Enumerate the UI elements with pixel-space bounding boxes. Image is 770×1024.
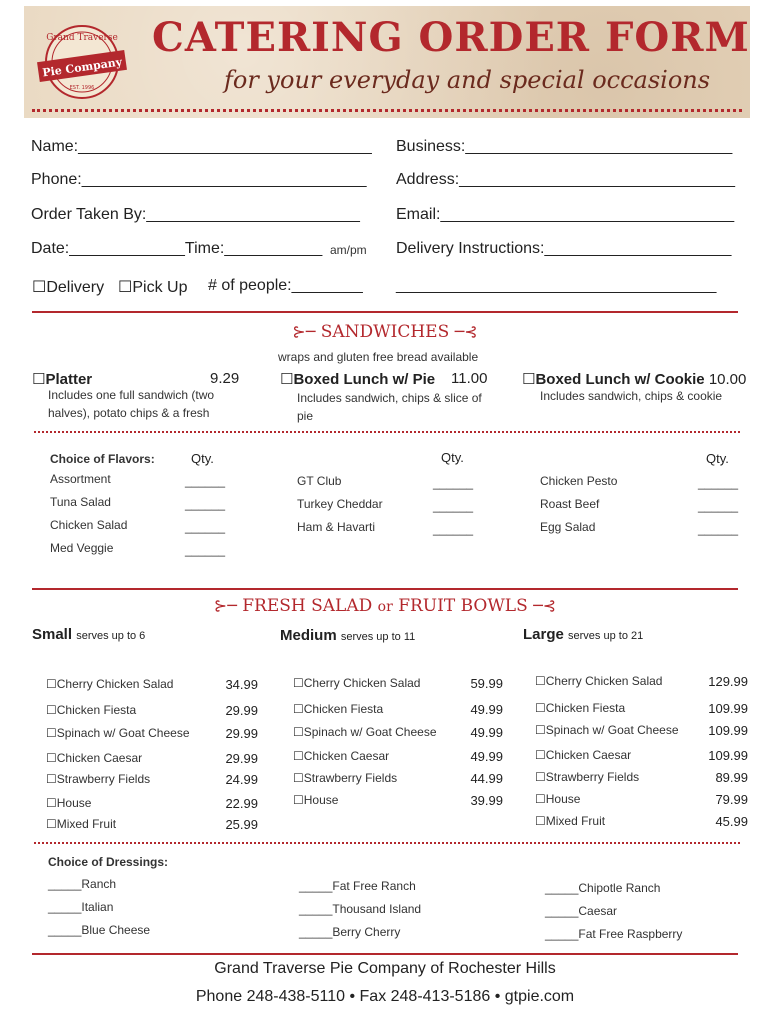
small-salad-price: 29.99: [225, 726, 258, 741]
dressing-item[interactable]: _____Ranch: [48, 877, 117, 891]
dotted-divider: [34, 842, 740, 844]
form-title: CATERING ORDER FORM: [152, 14, 750, 61]
flavor-item: Chicken Pesto: [540, 474, 618, 488]
medium-salad-price: 59.99: [470, 676, 503, 691]
logo-top-text: Grand Traverse: [46, 33, 118, 43]
section-divider: [32, 953, 738, 955]
email-field[interactable]: Email:_________________________________: [396, 206, 735, 223]
header-banner: [24, 6, 750, 118]
medium-salad-item[interactable]: ☐Strawberry Fields: [293, 771, 398, 785]
boxed-cookie-price: 10.00: [708, 371, 747, 388]
flourish-left-icon: ⊱─: [292, 322, 316, 341]
boxed-cookie-desc: Includes sandwich, chips & cookie: [540, 389, 723, 403]
flavors-label: Choice of Flavors:: [50, 452, 155, 466]
medium-salad-item[interactable]: ☐Cherry Chicken Salad: [293, 676, 421, 690]
salads-title-or: or: [377, 599, 393, 615]
phone-field[interactable]: Phone:________________________________: [31, 171, 367, 188]
boxed-pie-desc-1: Includes sandwich, chips & slice of: [297, 391, 482, 405]
medium-salad-item[interactable]: ☐Spinach w/ Goat Cheese: [293, 725, 437, 739]
small-salad-item[interactable]: ☐Chicken Caesar: [46, 751, 143, 765]
pie-company-logo: [32, 18, 132, 106]
dotted-divider: [34, 431, 740, 433]
large-salad-item[interactable]: ☐Strawberry Fields: [535, 770, 640, 784]
qty-blank[interactable]: ______: [185, 520, 226, 534]
medium-label: Medium: [280, 627, 337, 644]
dressing-item[interactable]: _____Fat Free Raspberry: [545, 927, 683, 941]
small-salad-item[interactable]: ☐Spinach w/ Goat Cheese: [46, 726, 190, 740]
large-salad-price: 89.99: [715, 770, 748, 785]
dressing-item[interactable]: _____Chipotle Ranch: [545, 881, 661, 895]
flavor-item: GT Club: [297, 474, 342, 488]
dressings-label: Choice of Dressings:: [48, 855, 169, 869]
section-divider: [32, 588, 738, 590]
flavor-item: Med Veggie: [50, 541, 114, 555]
flavor-item: Tuna Salad: [50, 495, 111, 509]
dressing-item[interactable]: _____Berry Cherry: [299, 925, 401, 939]
large-salad-item[interactable]: ☐Chicken Fiesta: [535, 701, 626, 715]
dressing-item[interactable]: _____Blue Cheese: [48, 923, 151, 937]
form-subtitle: for your everyday and special occasions: [224, 66, 711, 94]
medium-size-header: [280, 627, 415, 644]
large-salad-item[interactable]: ☐House: [535, 792, 581, 806]
platter-desc-2: halves), potato chips & a fresh: [48, 406, 210, 420]
dressing-item[interactable]: _____Caesar: [545, 904, 618, 918]
qty-header-1: Qty.: [191, 451, 214, 466]
large-salad-item[interactable]: ☐Chicken Caesar: [535, 748, 632, 762]
footer-contact: Phone 248-438-5110 • Fax 248-413-5186 • gtpie.com: [195, 988, 575, 1005]
delivery-instructions-line[interactable]: ____________________________________: [396, 277, 717, 294]
flavor-item: Roast Beef: [540, 497, 600, 511]
sandwiches-title: SANDWICHES: [320, 322, 450, 342]
platter-price: 9.29: [210, 370, 240, 387]
footer-company: Grand Traverse Pie Company of Rochester Hills: [214, 960, 556, 977]
boxed-pie-price: 11.00: [451, 370, 488, 387]
ampm-label: am/pm: [330, 243, 367, 257]
boxed-cookie-option[interactable]: [522, 370, 746, 388]
business-field[interactable]: Business:______________________________: [396, 138, 733, 155]
salads-header: [0, 596, 770, 616]
small-salad-item[interactable]: ☐House: [46, 796, 92, 810]
small-salad-price: 25.99: [225, 817, 258, 832]
fruit-bowls-title: FRUIT BOWLS: [398, 596, 528, 616]
medium-salad-price: 44.99: [470, 771, 503, 786]
qty-header-3: Qty.: [706, 451, 729, 466]
medium-salad-item[interactable]: ☐Chicken Caesar: [293, 749, 390, 763]
order-taken-field[interactable]: Order Taken By:________________________: [31, 206, 360, 223]
logo-main-text: Pie Company: [41, 55, 123, 80]
flourish-right-icon: ─⊰: [533, 596, 557, 615]
sandwiches-header: [0, 322, 770, 342]
name-field[interactable]: Name:_________________________________: [31, 138, 372, 155]
small-serves: serves up to 6: [76, 630, 146, 642]
qty-blank[interactable]: ______: [185, 543, 226, 557]
large-salad-item[interactable]: ☐Mixed Fruit: [535, 814, 606, 828]
large-salad-price: 109.99: [708, 701, 748, 716]
flavor-item: Egg Salad: [540, 520, 596, 534]
pickup-checkbox[interactable]: ☐Pick Up: [118, 279, 188, 296]
delivery-checkbox[interactable]: ☐Delivery: [32, 279, 105, 296]
logo-est-text: EST. 1996: [69, 85, 95, 91]
platter-desc-1: Includes one full sandwich (two: [48, 388, 215, 402]
small-salad-price: 22.99: [225, 796, 258, 811]
qty-blank[interactable]: ______: [433, 522, 474, 536]
qty-blank[interactable]: ______: [433, 476, 474, 490]
date-time-field[interactable]: Date:_____________Time:___________: [31, 240, 323, 257]
platter-checkbox[interactable]: ☐Platter: [32, 371, 93, 388]
small-salad-item[interactable]: ☐Mixed Fruit: [46, 817, 117, 831]
medium-serves: serves up to 11: [340, 631, 416, 643]
medium-salad-price: 49.99: [470, 725, 503, 740]
address-field[interactable]: Address:_______________________________: [396, 171, 735, 188]
dressing-item[interactable]: _____Italian: [48, 900, 114, 914]
dressing-item[interactable]: _____Fat Free Ranch: [299, 879, 416, 893]
large-serves: serves up to 21: [568, 630, 644, 642]
large-salad-price: 79.99: [715, 792, 748, 807]
flavor-item: Ham & Havarti: [297, 520, 376, 534]
bread-note: wraps and gluten free bread available: [278, 350, 479, 364]
small-salad-price: 34.99: [225, 677, 258, 692]
medium-salad-item[interactable]: ☐Chicken Fiesta: [293, 702, 384, 716]
salads-title: FRESH SALAD: [242, 596, 373, 616]
boxed-pie-desc-2: pie: [297, 409, 314, 423]
medium-salad-price: 49.99: [470, 749, 503, 764]
small-label: Small: [32, 626, 73, 643]
boxed-cookie-checkbox[interactable]: ☐Boxed Lunch w/ Cookie: [522, 371, 705, 388]
small-salad-price: 29.99: [225, 703, 258, 718]
large-salad-price: 129.99: [708, 674, 748, 689]
section-divider: [32, 311, 738, 313]
small-salad-item[interactable]: ☐Strawberry Fields: [46, 772, 151, 786]
small-salad-price: 24.99: [225, 772, 258, 787]
banner-divider: [32, 109, 742, 112]
flourish-right-icon: ─⊰: [454, 322, 478, 341]
qty-blank[interactable]: ______: [698, 499, 739, 513]
large-salad-item[interactable]: ☐Spinach w/ Goat Cheese: [535, 723, 679, 737]
large-salad-price: 109.99: [708, 748, 748, 763]
large-salad-item[interactable]: ☐Cherry Chicken Salad: [535, 674, 663, 688]
medium-salad-price: 39.99: [470, 793, 503, 808]
boxed-pie-checkbox[interactable]: ☐Boxed Lunch w/ Pie: [280, 371, 436, 388]
qty-header-2: Qty.: [441, 450, 464, 465]
small-salad-price: 29.99: [225, 751, 258, 766]
large-size-header: [523, 626, 643, 643]
delivery-instructions-field[interactable]: Delivery Instructions:_____________________: [396, 240, 732, 257]
large-label: Large: [523, 626, 564, 643]
qty-blank[interactable]: ______: [698, 476, 739, 490]
qty-blank[interactable]: ______: [698, 522, 739, 536]
dressing-item[interactable]: _____Thousand Island: [299, 902, 422, 916]
flavor-item: Assortment: [50, 472, 111, 486]
small-salad-item[interactable]: ☐Cherry Chicken Salad: [46, 677, 174, 691]
flavor-item: Turkey Cheddar: [297, 497, 383, 511]
flourish-left-icon: ⊱─: [213, 596, 237, 615]
qty-blank[interactable]: ______: [185, 497, 226, 511]
large-salad-price: 45.99: [715, 814, 748, 829]
qty-blank[interactable]: ______: [185, 474, 226, 488]
medium-salad-item[interactable]: ☐House: [293, 793, 339, 807]
large-salad-price: 109.99: [708, 723, 748, 738]
qty-blank[interactable]: ______: [433, 499, 474, 513]
people-field[interactable]: # of people:________: [208, 277, 363, 294]
small-salad-item[interactable]: ☐Chicken Fiesta: [46, 703, 137, 717]
flavor-item: Chicken Salad: [50, 518, 128, 532]
small-size-header: [32, 626, 145, 643]
medium-salad-price: 49.99: [470, 702, 503, 717]
